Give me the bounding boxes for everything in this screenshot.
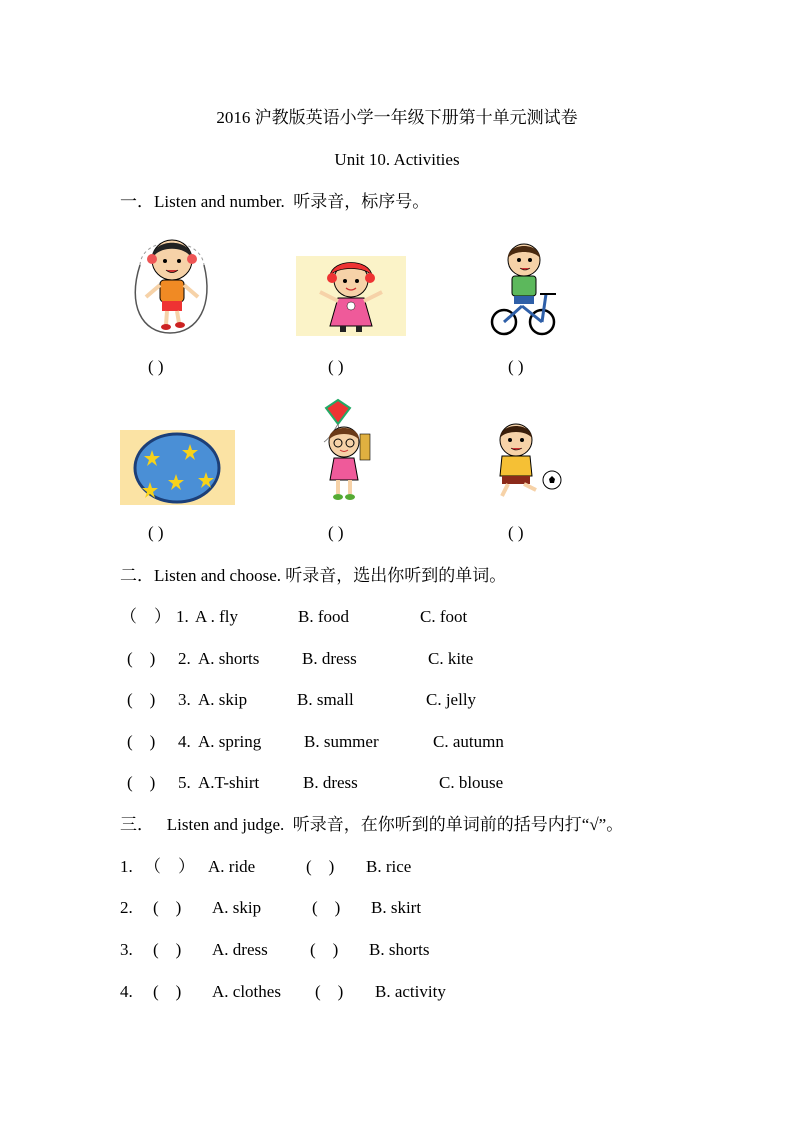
answer-blank-3[interactable]: ( ) (508, 357, 524, 376)
judge-num: 1. (120, 857, 133, 876)
judge-option-b: B. shorts (369, 940, 430, 959)
choose-option-c: C. jelly (426, 690, 477, 709)
page-subtitle: Unit 10. Activities (334, 150, 460, 169)
choose-option-a: A.T-shirt (198, 773, 260, 792)
choose-paren[interactable]: ( ) (127, 773, 156, 792)
page-title: 2016 沪教版英语小学一年级下册第十单元测试卷 (216, 108, 578, 127)
choose-num: 4. (178, 732, 191, 751)
choose-option-b: B. summer (304, 732, 379, 751)
girl-waving-image (296, 256, 406, 336)
judge-option-b: B. skirt (371, 898, 422, 917)
judge-num: 2. (120, 898, 133, 917)
judge-paren-b[interactable]: ( ) (306, 857, 335, 876)
judge-paren-a[interactable]: ( ) (153, 982, 182, 1001)
choose-num: 2. (178, 649, 191, 668)
judge-option-a: A. dress (212, 940, 268, 959)
answer-blank-5[interactable]: ( ) (328, 523, 344, 542)
choose-option-a: A. skip (198, 690, 248, 709)
judge-option-a: A. ride (208, 857, 256, 876)
judge-paren-b[interactable]: ( ) (312, 898, 341, 917)
judge-paren-a[interactable]: ( ) (153, 898, 182, 917)
judge-paren-b[interactable]: ( ) (315, 982, 344, 1001)
choose-option-c: C. blouse (439, 773, 504, 792)
choose-option-c: C. kite (428, 649, 474, 668)
judge-num: 3. (120, 940, 133, 959)
boy-riding-bike-image (490, 238, 562, 338)
choose-num: 1. (176, 607, 189, 626)
choose-option-c: C. autumn (433, 732, 504, 751)
choose-option-a: A. shorts (198, 649, 260, 668)
ball-with-stars-image (120, 430, 235, 505)
boy-playing-football-image (482, 418, 568, 500)
girl-flying-kite-image (300, 398, 390, 503)
choose-paren[interactable]: ( ) (127, 732, 156, 751)
choose-paren[interactable]: ( ) (127, 649, 156, 668)
choose-option-a: A . fly (195, 607, 238, 626)
choose-option-b: B. dress (303, 773, 358, 792)
judge-option-b: B. rice (366, 857, 412, 876)
choose-num: 3. (178, 690, 191, 709)
choose-option-c: C. foot (420, 607, 468, 626)
judge-option-a: A. clothes (212, 982, 281, 1001)
judge-paren-a[interactable]: （ ） (144, 857, 195, 876)
section2-heading: 二．Listen and choose. 听录音，选出你听到的单词。 (120, 566, 507, 585)
choose-paren[interactable]: ( ) (127, 690, 156, 709)
girl-skipping-rope-image (122, 225, 220, 337)
choose-paren[interactable]: （ ） (120, 607, 171, 626)
choose-option-b: B. small (297, 690, 354, 709)
answer-blank-1[interactable]: ( ) (148, 357, 164, 376)
choose-option-b: B. dress (302, 649, 357, 668)
judge-paren-b[interactable]: ( ) (310, 940, 339, 959)
judge-option-b: B. activity (375, 982, 446, 1001)
section3-heading: 三． Listen and judge. 听录音，在你听到的单词前的括号内打“√”。 (120, 815, 624, 834)
judge-option-a: A. skip (212, 898, 262, 917)
answer-blank-4[interactable]: ( ) (148, 523, 164, 542)
judge-paren-a[interactable]: ( ) (153, 940, 182, 959)
choose-option-a: A. spring (198, 732, 262, 751)
choose-num: 5. (178, 773, 191, 792)
choose-option-b: B. food (298, 607, 349, 626)
answer-blank-2[interactable]: ( ) (328, 357, 344, 376)
judge-num: 4. (120, 982, 133, 1001)
section1-heading: 一．Listen and number. 听录音，标序号。 (120, 192, 430, 211)
answer-blank-6[interactable]: ( ) (508, 523, 524, 542)
